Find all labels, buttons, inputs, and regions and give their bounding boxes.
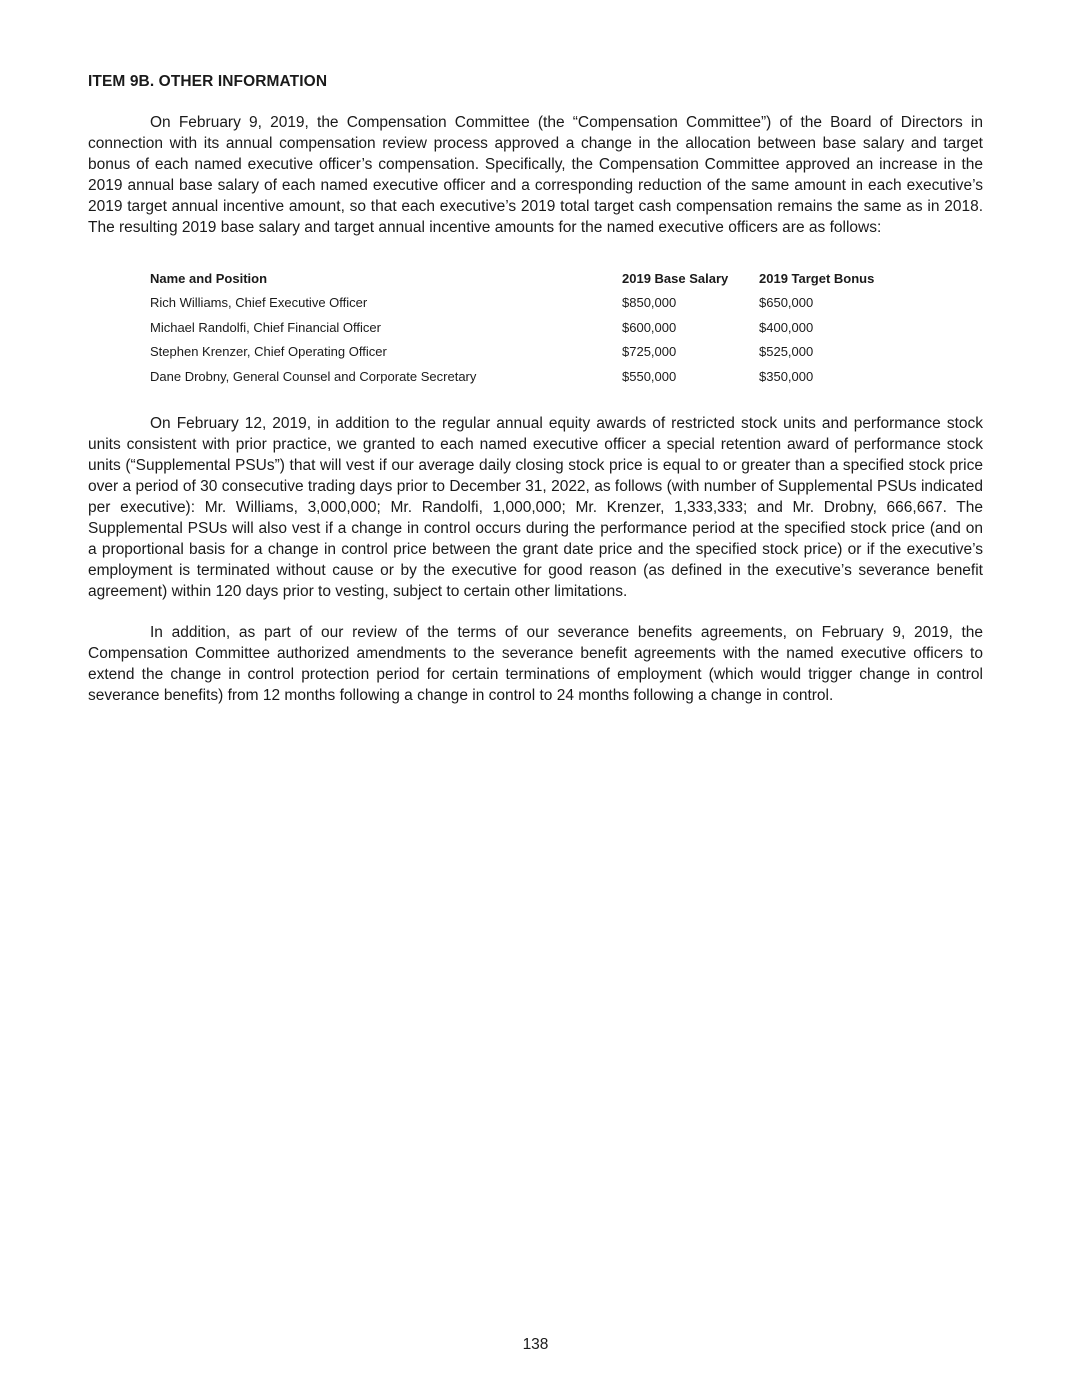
header-base-salary: 2019 Base Salary (622, 270, 729, 286)
table-row (150, 315, 899, 340)
cell-base-salary: $550,000 (622, 368, 677, 384)
cell-target-bonus: $350,000 (759, 368, 814, 384)
paragraph-compensation-change: On February 9, 2019, the Compensation Committee (the “Compensation Committee”) of the Board of Directors in connection with its annual compensation review process approved a change in the allocation between base salary and target bonus of each named executive officer’s compensation. Specifically, the Compensation Committee approved an increase in the 2019 annual base salary of each named executive officer and a corresponding reduction of the same amount in each executive’s 2019 target annual incentive amount, so that each executive’s 2019 total target cash compensation remains the same as in 2018. The resulting 2019 base salary and target annual incentive amounts for the named executive officers are as follows: (88, 114, 983, 236)
paragraph-severance-amendments: In addition, as part of our review of the terms of our severance benefits agreements, on February 9, 2019, the Compensation Committee authorized amendments to the severance benefit agreements with the named executive officers to extend the change in control protection period for certain terminations of employment (which would trigger change in control severance benefits) from 12 months following a change in control to 24 months following a change in control. (88, 623, 983, 704)
cell-target-bonus: $400,000 (759, 319, 814, 335)
header-name-position: Name and Position (150, 270, 268, 286)
table-row (150, 364, 899, 389)
cell-base-salary: $725,000 (622, 344, 677, 360)
cell-name-position: Rich Williams, Chief Executive Officer (150, 295, 368, 311)
page-number: 138 (522, 1336, 549, 1353)
table-row (150, 291, 899, 316)
cell-name-position: Stephen Krenzer, Chief Operating Officer (150, 344, 387, 360)
section-heading: ITEM 9B. OTHER INFORMATION (88, 73, 328, 90)
cell-base-salary: $850,000 (622, 295, 677, 311)
compensation-table (150, 266, 899, 389)
header-target-bonus: 2019 Target Bonus (759, 270, 875, 286)
table-header-row (150, 266, 899, 291)
cell-name-position: Michael Randolfi, Chief Financial Officer (150, 319, 381, 335)
cell-base-salary: $600,000 (622, 319, 677, 335)
cell-target-bonus: $650,000 (759, 295, 814, 311)
table-row (150, 340, 899, 365)
document-page (88, 72, 983, 706)
cell-target-bonus: $525,000 (759, 344, 814, 360)
cell-name-position: Dane Drobny, General Counsel and Corporate Secretary (150, 368, 477, 384)
paragraph-supplemental-psus: On February 12, 2019, in addition to the regular annual equity awards of restricted stock units and performance stock units consistent with prior practice, we granted to each named executive officer a special retention award of performance stock units (“Supplemental PSUs”) that will vest if our average daily closing stock price is equal to or greater than a specified stock price over a period of 30 consecutive trading days prior to December 31, 2022, as follows (with number of Supplemental PSUs indicated per executive): Mr. Williams, 3,000,000; Mr. Randolfi, 1,000,000; Mr. Krenzer, 1,333,333; and Mr. Drobny, 666,667. The Supplemental PSUs will also vest if a change in control occurs during the performance period at the specified stock price (and on a proportional basis for a change in control price between the grant date price and the specified stock price) or if the executive’s employment is terminated without cause or by the executive for good reason (as defined in the executive’s severance benefit agreement) within 120 days prior to vesting, subject to certain other limitations. (88, 414, 983, 600)
